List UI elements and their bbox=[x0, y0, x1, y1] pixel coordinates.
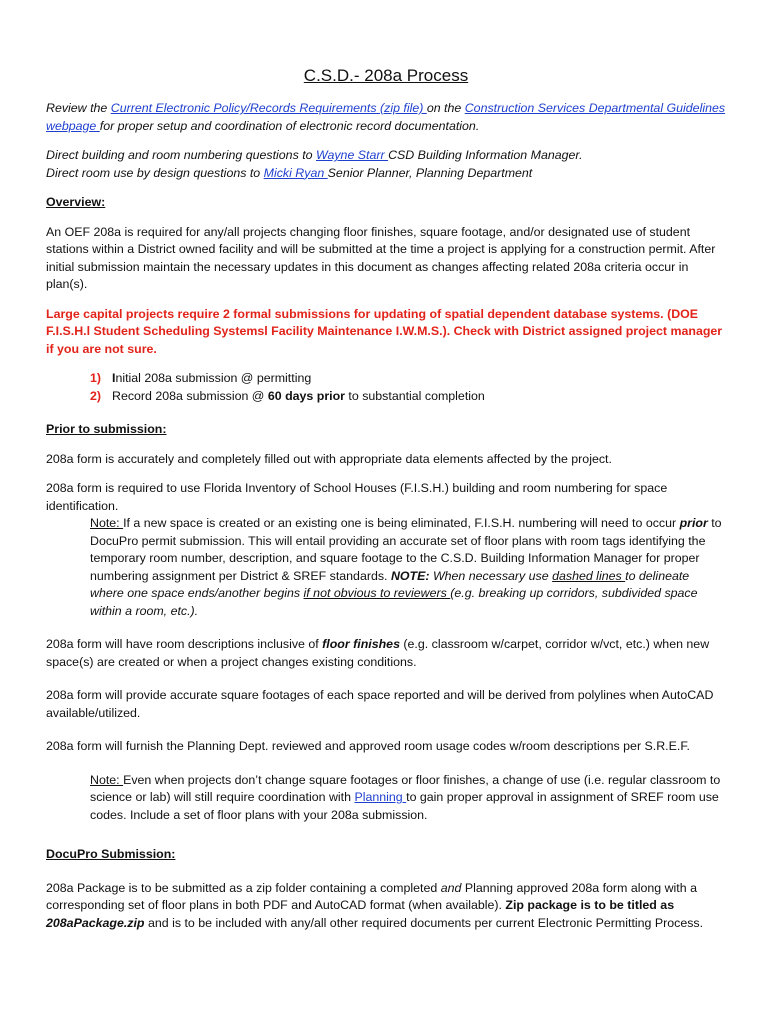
prior-note-1 bbox=[46, 515, 726, 620]
list-number: 1) bbox=[90, 371, 102, 385]
overview-paragraph: An OEF 208a is required for any/all projects changing floor finishes, square footage, and/or designated use of student stations within a District owned facility and will be submitted at the time a project is applying for a construction permit. After initial submission maintain the necessary updates in this document as changes affecting related 208a criteria occur in plan(s). bbox=[46, 224, 716, 291]
document-page bbox=[46, 60, 726, 932]
list-pre: Record 208a submission @ bbox=[112, 388, 268, 403]
planning-link[interactable]: Planning bbox=[354, 790, 407, 804]
p3-text-b: (e.g. classroom w/carpet, corridor w/vct, etc.) when new space(s) are created or when a project changes existing conditions. bbox=[46, 637, 710, 669]
prior-paragraph-4: 208a form will provide accurate square footages of each space reported and will be derived from polylines when AutoCAD available/utilized. bbox=[46, 688, 714, 720]
note1-dashed-lines: dashed lines bbox=[552, 568, 626, 583]
list-text bbox=[112, 370, 311, 388]
note1-text-c: When necessary use bbox=[429, 568, 553, 583]
list-rest: nitial 208a submission @ permitting bbox=[115, 371, 312, 385]
csd-guidelines-link[interactable]: Construction Services Departmental Guidelines webpage bbox=[46, 101, 726, 133]
wayne-starr-link[interactable]: Wayne Starr bbox=[316, 148, 389, 162]
list-bold: 60 days prior bbox=[267, 388, 345, 403]
submission-list bbox=[46, 370, 726, 405]
prior-paragraph-1: 208a form is accurately and completely filled out with appropriate data elements affected by the project. bbox=[46, 451, 612, 466]
note1-note: NOTE: bbox=[390, 568, 430, 583]
note1-text-a: If a new space is created or an existing one is being eliminated, F.I.S.H. numbering will need to occur bbox=[123, 516, 680, 530]
list-text bbox=[112, 388, 485, 406]
docupro-text-b: Planning approved 208a form along with a corresponding set of floor plans in both PDF and AutoCAD format (when available). bbox=[46, 880, 697, 912]
note1-text-b: to DocuPro permit submission. This will entail providing an accurate set of floor plans with room tags identifying the temporary room number, description, and square footage to the C.S.D. Building Information Manager for proper numbering assignment per District & SREF standards. bbox=[90, 516, 722, 583]
on-the-text: on the bbox=[426, 101, 465, 115]
list-bold-initial: I bbox=[112, 371, 116, 385]
prior-heading: Prior to submission: bbox=[46, 422, 167, 436]
micki-ryan-link[interactable]: Micki Ryan bbox=[263, 165, 328, 180]
note1-if-not-obvious: if not obvious to reviewers bbox=[303, 586, 451, 600]
note2-text-b: to gain proper approval in assignment of SREF room use codes. Include a set of floor plans with your 208a submission. bbox=[90, 790, 719, 822]
docupro-zip-filename: 208aPackage.zip bbox=[46, 915, 145, 930]
intro-direct-room-use bbox=[46, 165, 726, 183]
prior-paragraph-2: 208a form is required to use Florida Inventory of School Houses (F.I.S.H.) building and room numbering for space identification. bbox=[46, 481, 668, 513]
list-rest: to substantial completion bbox=[344, 388, 485, 403]
p3-text-a: 208a form will have room descriptions inclusive of bbox=[46, 637, 323, 651]
docupro-zip-title: Zip package is to be titled as bbox=[505, 898, 675, 912]
note1-prior: prior bbox=[679, 516, 708, 530]
note1-text-e: (e.g. breaking up corridors, subdivided space within a room, etc.). bbox=[90, 586, 698, 618]
docupro-heading: DocuPro Submission: bbox=[46, 847, 176, 861]
large-capital-notice: Large capital projects require 2 formal submissions for updating of spatial dependent database systems. (DOE F.I.S.H.l Student Scheduling Systemsl Facility Maintenance I.W.M.S.). Check with District assigned project manager if you are not sure. bbox=[46, 306, 723, 356]
prior-paragraph-5: 208a form will furnish the Planning Dept. reviewed and approved room usage codes w/room descriptions per S.R.E.F. bbox=[46, 739, 690, 753]
intro-direct-building bbox=[46, 147, 726, 165]
note-label: Note: bbox=[90, 516, 124, 530]
direct-room-prefix: Direct room use by design questions to bbox=[46, 165, 264, 180]
direct-building-suffix: CSD Building Information Manager. bbox=[388, 148, 583, 162]
docupro-paragraph bbox=[46, 880, 726, 933]
p3-floor-finishes: floor finishes bbox=[322, 637, 400, 651]
prior-paragraph-3 bbox=[46, 636, 726, 671]
page-title: C.S.D.- 208a Process bbox=[303, 66, 469, 85]
list-item bbox=[90, 388, 726, 406]
note-label: Note: bbox=[90, 772, 124, 787]
review-prefix: Review the bbox=[46, 101, 111, 115]
overview-heading: Overview: bbox=[46, 195, 106, 209]
docupro-and: and bbox=[440, 880, 462, 895]
prior-note-2 bbox=[46, 772, 726, 825]
docupro-text-c: and is to be included with any/all other required documents per current Electronic Permitting Process. bbox=[144, 915, 704, 930]
direct-building-prefix: Direct building and room numbering questions to bbox=[46, 148, 316, 162]
docupro-text-a: 208a Package is to be submitted as a zip folder containing a completed bbox=[46, 880, 441, 895]
review-suffix: for proper setup and coordination of electronic record documentation. bbox=[99, 118, 480, 133]
list-item bbox=[90, 370, 726, 388]
intro-review-paragraph bbox=[46, 100, 726, 135]
note1-text-d: to delineate where one space ends/another begins bbox=[90, 568, 690, 600]
note2-text-a: Even when projects don’t change square footages or floor finishes, a change of use (i.e. regular classroom to science or lab) will still require coordination with bbox=[90, 772, 721, 804]
list-number: 2) bbox=[90, 388, 102, 403]
direct-room-suffix: Senior Planner, Planning Department bbox=[327, 165, 533, 180]
policy-records-link[interactable]: Current Electronic Policy/Records Requirements (zip file) bbox=[110, 101, 427, 115]
